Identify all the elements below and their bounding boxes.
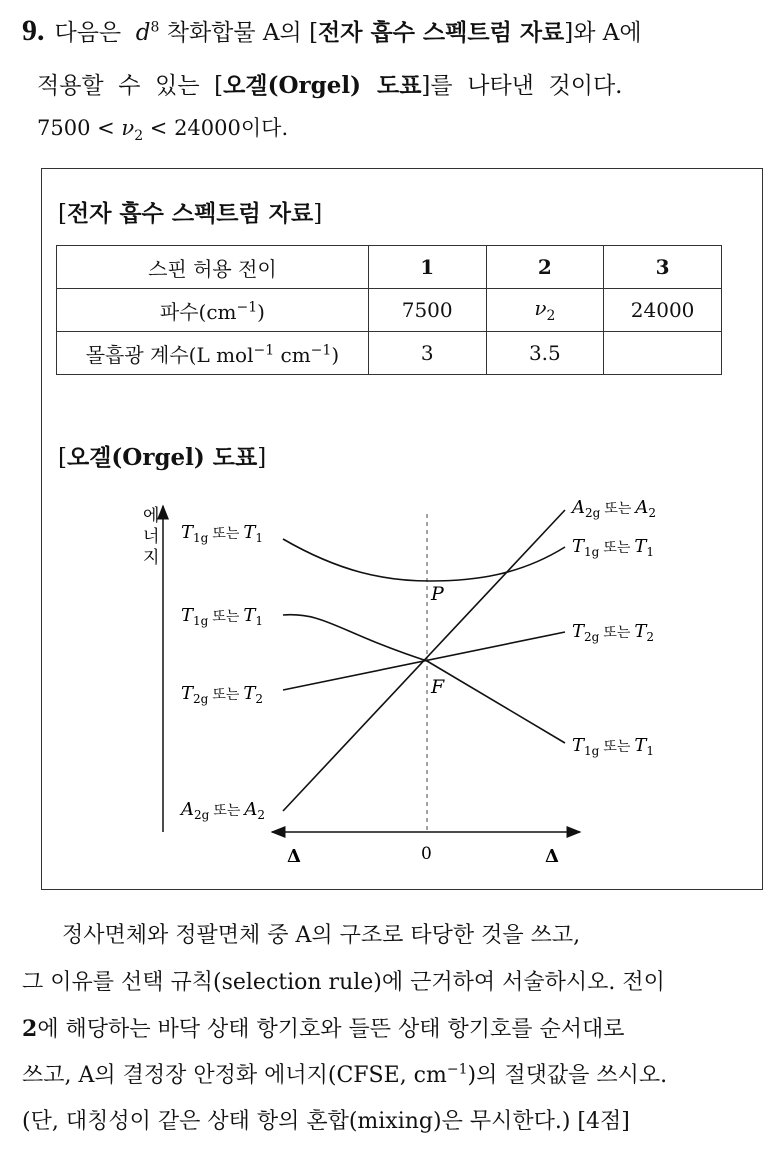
y-axis-char: 에: [142, 505, 159, 526]
instruction-line-1: 정사면체와 정팔면체 중 A의 구조로 타당한 것을 쓰고,: [62, 923, 581, 948]
label-left-mid: $T_{1g}$ $^{또는}$ $T_1$: [180, 604, 263, 628]
row-label: 파수$(cm^{-1})$: [57, 289, 369, 332]
header-cell: 3: [604, 246, 722, 289]
label-right-low: $T_{1g}$ $^{또는}$ $T_1$: [571, 734, 654, 758]
row-label: 몰흡광 계수(L mol$^{-1}$ $cm^{-1}$): [57, 332, 369, 375]
question-line-1: 9. 다음은 $d^8$ 착화합물 A의 [전자 흡수 스펙트럼 자료]와 A에: [22, 14, 642, 47]
table-cell: 3.5: [486, 332, 604, 375]
point-p-label: P: [430, 582, 444, 605]
label-left-top: $T_{1g}$ $^{또는}$ $T_1$: [180, 521, 263, 545]
instruction-line-5: (단, 대칭성이 같은 상태 항의 혼합(mixing)은 무시한다.) [4점]: [22, 1109, 630, 1134]
header-cell: 2: [486, 246, 604, 289]
lower-t1g-curve-left: [283, 614, 427, 660]
y-axis-char: 지: [142, 547, 159, 568]
label-right-a2: $A_{2g}$ $^{또는}$ $A_2$: [571, 496, 656, 520]
point-f-label: F: [430, 675, 444, 698]
y-axis-char: 너: [142, 526, 159, 547]
table-cell: 3: [368, 332, 486, 375]
table-cell: 24000: [604, 289, 722, 332]
upper-t1g-curve: [283, 539, 565, 581]
x-zero: 0: [420, 843, 432, 864]
table-cell: 7500: [368, 289, 486, 332]
label-right-t2: $T_{2g}$ $^{또는}$ $T_2$: [571, 620, 654, 644]
delta-right: Δ: [544, 845, 559, 867]
label-left-t2: $T_{2g}$ $^{또는}$ $T_2$: [180, 682, 263, 706]
label-right-top: $T_{1g}$ $^{또는}$ $T_1$: [571, 535, 654, 559]
header-cell: 1: [368, 246, 486, 289]
question-line-3: $7500 < \nu_2 < 24000$이다.: [37, 116, 289, 145]
t1g-line-right: [427, 661, 565, 743]
instruction-line-3: 2에 해당하는 바닥 상태 항기호와 들뜬 상태 항기호를 순서대로: [22, 1016, 625, 1042]
table-cell: $\nu_2$: [486, 289, 604, 332]
header-cell: 스핀 허용 전이: [57, 246, 369, 289]
instruction-line-4: 쓰고, A의 결정장 안정화 에너지(CFSE, $cm^{-1}$)의 절댓값을 쓰시오.: [22, 1061, 668, 1088]
instruction-line-2: 그 이유를 선택 규칙(selection rule)에 근거하여 서술하시오. 전이: [22, 970, 665, 995]
data-box: [41, 168, 763, 890]
spectrum-title: [전자 흡수 스펙트럼 자료]: [58, 200, 323, 227]
question-line-2: 적용할 수 있는 [오겔(Orgel) 도표]를 나타낸 것이다.: [37, 72, 623, 99]
a2g-line: [283, 510, 565, 811]
orgel-title: [오겔(Orgel) 도표]: [58, 444, 267, 471]
delta-left: Δ: [286, 845, 301, 867]
label-left-a2: $A_{2g}$ $^{또는}$ $A_2$: [180, 798, 265, 822]
question-number: 9.: [22, 14, 45, 47]
orgel-diagram: [41, 168, 763, 890]
